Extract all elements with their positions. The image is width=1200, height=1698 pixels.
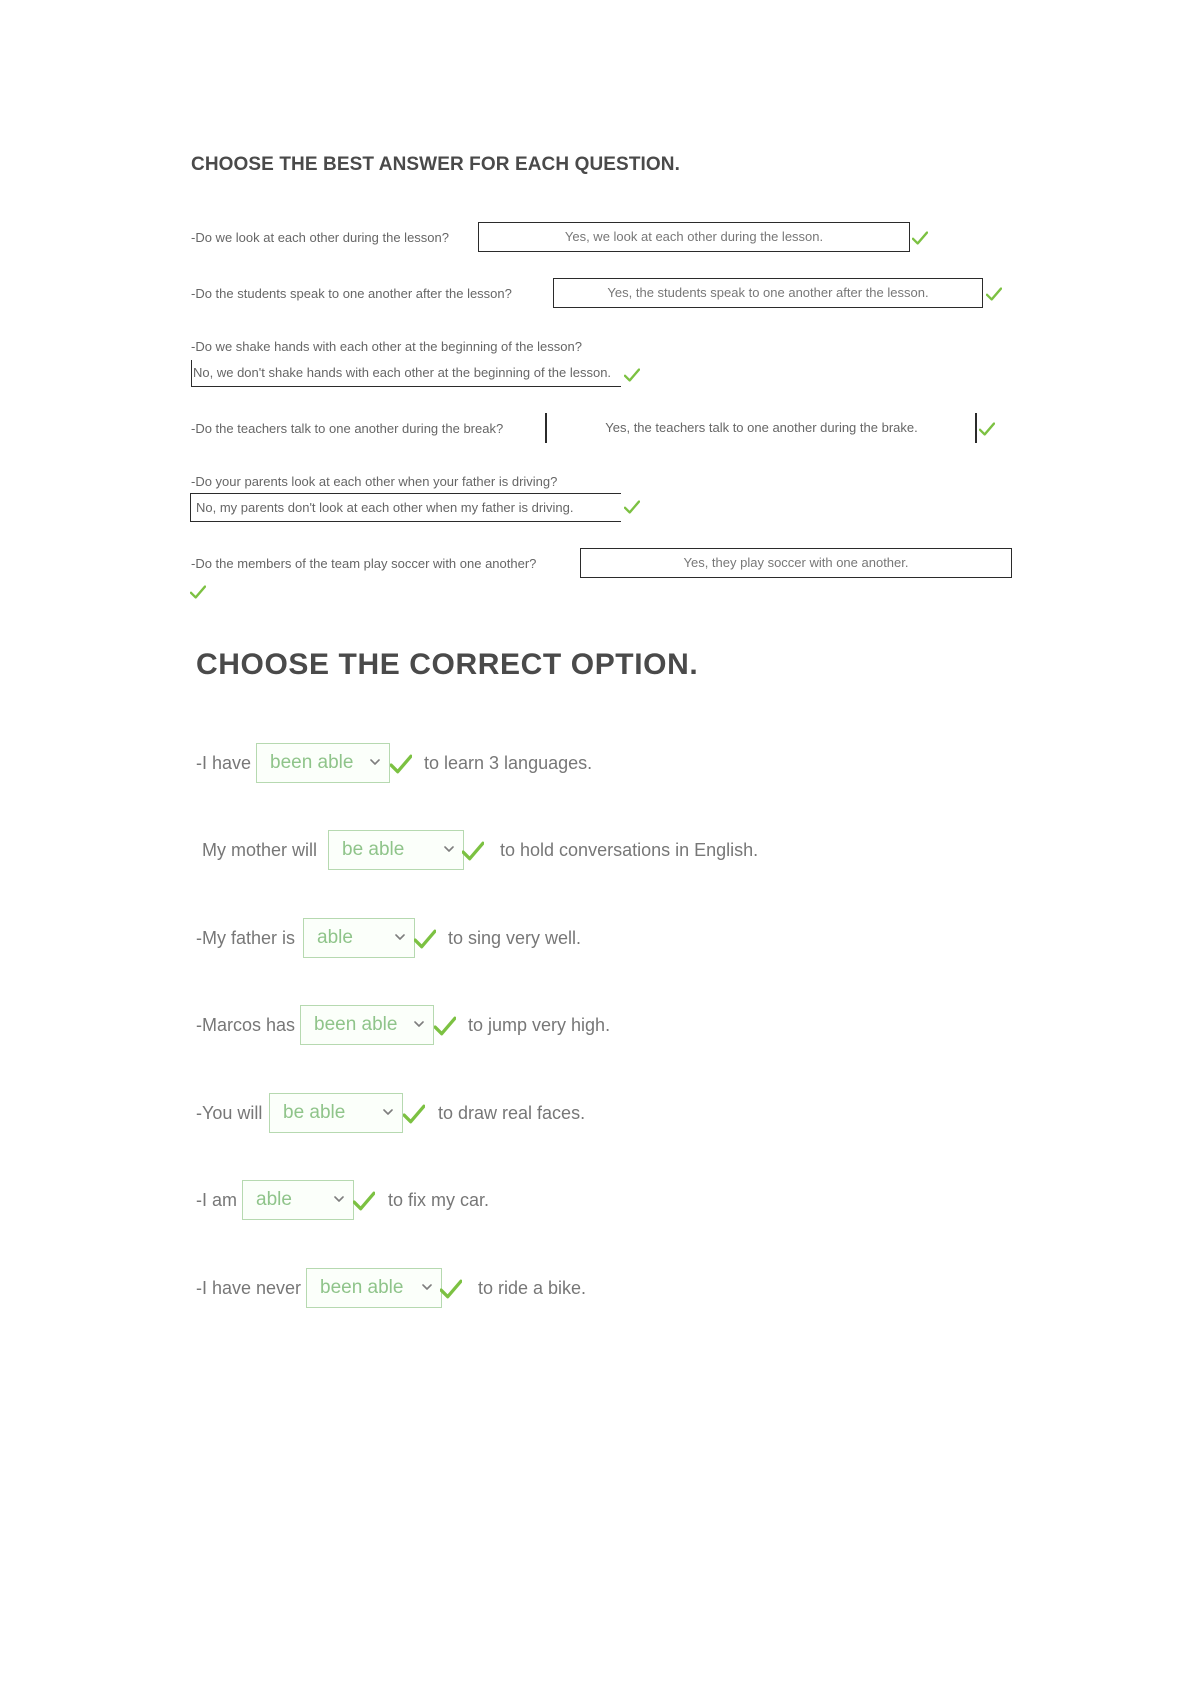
sentence-4-end: to jump very high. — [468, 1015, 611, 1035]
question-3: -Do we shake hands with each other at the beginning of the lesson? — [191, 339, 582, 354]
question-2: -Do the students speak to one another after the lesson? — [191, 286, 512, 301]
checkmark-icon — [403, 1104, 425, 1124]
answer-field-4-left-border — [545, 413, 547, 443]
chevron-down-icon — [444, 846, 454, 853]
chevron-down-icon — [422, 1284, 432, 1291]
sentence-3-end: to sing very well. — [448, 928, 582, 948]
answer-field-4[interactable]: Yes, the teachers talk to one another during the brake. — [605, 420, 918, 435]
option-select-3[interactable] — [303, 918, 415, 958]
sentence-6-start: -I am — [196, 1190, 238, 1210]
sentence-5-end: to draw real faces. — [438, 1103, 586, 1123]
selected-value: be able — [342, 839, 405, 860]
selected-value: been able — [270, 752, 354, 773]
question-4: -Do the teachers talk to one another during the break? — [191, 421, 504, 436]
selected-value: able — [317, 927, 353, 948]
checkmark-icon — [912, 231, 928, 245]
selected-value: be able — [283, 1102, 346, 1123]
option-select-1[interactable] — [256, 743, 390, 783]
answer-field-5[interactable]: No, my parents don't look at each other when my father is driving. — [190, 493, 621, 522]
chevron-down-icon — [383, 1109, 393, 1116]
checkmark-icon — [390, 754, 412, 774]
checkmark-icon — [414, 929, 436, 949]
selected-value: been able — [320, 1277, 404, 1298]
chevron-down-icon — [395, 934, 405, 941]
answer-field-3[interactable]: No, we don't shake hands with each other at the beginning of the lesson. — [191, 360, 621, 387]
sentence-5-start: -You will — [196, 1103, 263, 1123]
answer-field-6[interactable]: Yes, they play soccer with one another. — [580, 548, 1012, 578]
sentence-1-end: to learn 3 languages. — [424, 753, 593, 773]
chevron-down-icon — [370, 759, 380, 766]
answer-field-4-right-border — [975, 413, 977, 443]
checkmark-icon — [624, 500, 640, 514]
question-5: -Do your parents look at each other when your father is driving? — [191, 474, 558, 489]
checkmark-icon — [462, 841, 484, 861]
option-select-2[interactable] — [328, 830, 464, 870]
sentence-6-end: to fix my car. — [388, 1190, 490, 1210]
sentence-4-start: -Marcos has — [196, 1015, 296, 1035]
question-6: -Do the members of the team play soccer with one another? — [191, 556, 537, 571]
selected-value: been able — [314, 1014, 398, 1035]
answer-field-2[interactable]: Yes, the students speak to one another after the lesson. — [553, 278, 983, 308]
checkmark-icon — [986, 287, 1002, 301]
sentence-7-end: to ride a bike. — [478, 1278, 587, 1298]
checkmark-icon — [353, 1191, 375, 1211]
section-title-correct-option: CHOOSE THE CORRECT OPTION. — [196, 648, 699, 681]
checkmark-icon — [434, 1016, 456, 1036]
checkmark-icon — [979, 422, 995, 436]
option-select-7[interactable] — [306, 1268, 442, 1308]
answer-field-1[interactable]: Yes, we look at each other during the lesson. — [478, 222, 910, 252]
chevron-down-icon — [334, 1196, 344, 1203]
section-title-best-answer: CHOOSE THE BEST ANSWER FOR EACH QUESTION. — [191, 154, 680, 175]
option-select-6[interactable] — [242, 1180, 354, 1220]
sentence-3-start: -My father is — [196, 928, 296, 948]
checkmark-icon — [440, 1279, 462, 1299]
sentence-2-end: to hold conversations in English. — [500, 840, 759, 860]
option-select-4[interactable] — [300, 1005, 434, 1045]
option-select-5[interactable] — [269, 1093, 403, 1133]
sentence-1-start: -I have — [196, 753, 252, 773]
selected-value: able — [256, 1189, 292, 1210]
checkmark-icon — [190, 585, 206, 599]
sentence-7-start: -I have never — [196, 1278, 302, 1298]
checkmark-icon — [624, 368, 640, 382]
chevron-down-icon — [414, 1021, 424, 1028]
question-1: -Do we look at each other during the lesson? — [191, 230, 449, 245]
sentence-2-start: My mother will — [202, 840, 318, 860]
